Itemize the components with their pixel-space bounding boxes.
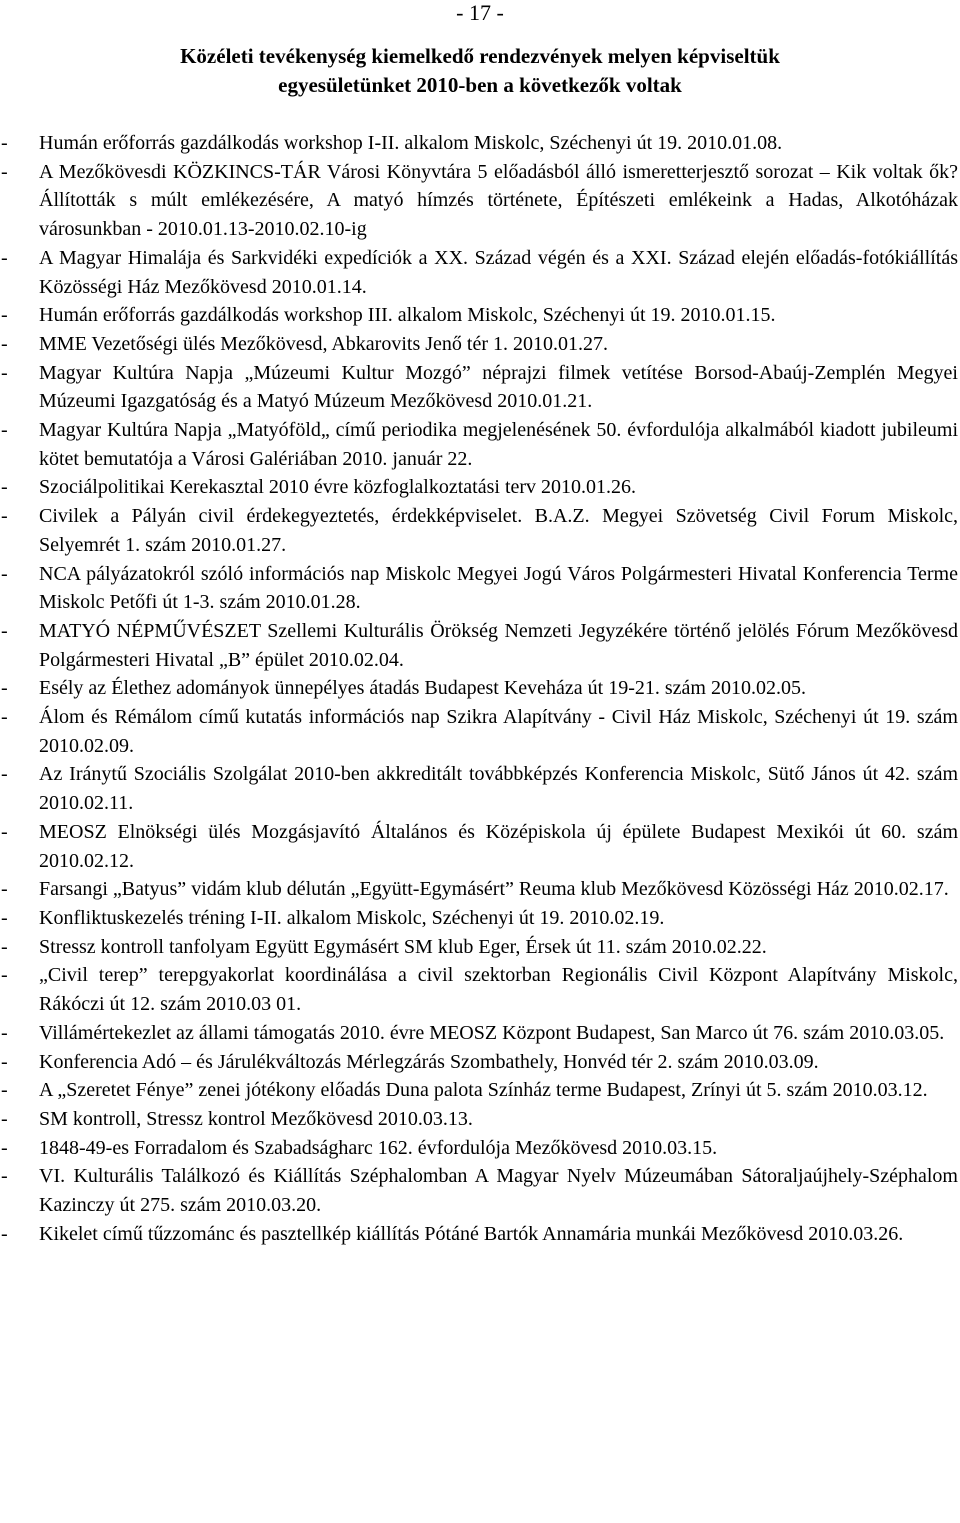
list-item: [0, 703, 958, 760]
list-item-text: Álom és Rémálom című kutatás információs nap Szikra Alapítvány - Civil Ház Miskolc, Széchenyi út 19. szám 2010.02.09.: [39, 706, 958, 757]
dash-bullet: -: [1, 1021, 8, 1044]
list-item: [0, 560, 958, 617]
page-number: - 17 -: [456, 0, 504, 25]
list-item: [0, 502, 958, 559]
dash-bullet: -: [1, 1079, 8, 1102]
dash-bullet: -: [1, 304, 8, 327]
list-item-text: Magyar Kultúra Napja „Múzeumi Kultur Mozgó” néprajzi filmek vetítése Borsod-Abaúj-Zemplén Megyei Múzeumi Igazgatóság és a Matyó Múzeum Mezőkövesd 2010.01.21.: [39, 361, 958, 413]
list-item: [0, 818, 958, 875]
list-item-text: A Magyar Himalája és Sarkvidéki expedíciók a XX. Század végén és a XXI. Század elején előadás-fotókiállítás Közösségi Ház Mezőkövesd 2010.01.14.: [39, 246, 958, 298]
event-list: [0, 129, 958, 1248]
list-item: [0, 674, 958, 703]
dash-bullet: -: [1, 246, 8, 269]
dash-bullet: -: [1, 562, 8, 585]
list-item: [0, 1134, 958, 1163]
list-item: [0, 244, 958, 301]
dash-bullet: -: [1, 906, 8, 929]
list-item: [0, 904, 958, 933]
list-item: [0, 301, 958, 330]
dash-bullet: -: [1, 964, 8, 987]
list-item-text: MEOSZ Elnökségi ülés Mozgásjavító Általános és Középiskola új épülete Budapest Mexikói út 60. szám 2010.02.12.: [39, 820, 958, 872]
list-item: [0, 416, 958, 473]
list-item: [0, 1048, 958, 1077]
list-item-text: A Mezőkövesdi KÖZKINCS-TÁR Városi Könyvtára 5 előadásból álló ismeretterjesztő sorozat – Kik voltak ők? Állították s múlt emlékezésére, A matyó hímzés története, Építészeti emlékeink a Hadas, Alkotóházak városunkban - 2010.01.13-2010.02.10-ig: [39, 160, 958, 241]
list-item: [0, 875, 958, 904]
list-item: [0, 760, 958, 817]
list-item-text: Humán erőforrás gazdálkodás workshop I-II. alkalom Miskolc, Széchenyi út 19. 2010.01.08.: [39, 132, 783, 154]
dash-bullet: -: [1, 1050, 8, 1073]
list-item-text: Az Iránytű Szociális Szolgálat 2010-ben akkreditált továbbképzés Konferencia Miskolc, Sütő János út 42. szám 2010.02.11.: [39, 763, 958, 815]
list-item-text: VI. Kulturális Találkozó és Kiállítás Széphalomban A Magyar Nyelv Múzeumában Sátoraljaújhely-Széphalom Kazinczy út 275. szám 2010.03.20.: [39, 1165, 958, 1217]
list-item: [0, 473, 958, 502]
dash-bullet: -: [1, 763, 8, 786]
dash-bullet: -: [1, 505, 8, 528]
dash-bullet: -: [1, 878, 8, 901]
list-item-text: A „Szeretet Fénye” zenei jótékony előadás Duna palota Színház terme Budapest, Zrínyi út 5. szám 2010.03.12.: [39, 1079, 928, 1102]
list-item: [0, 961, 958, 1018]
dash-bullet: -: [1, 1107, 8, 1130]
list-item-text: Esély az Élethez adományok ünnepélyes átadás Budapest Keveháza út 19-21. szám 2010.02.05.: [39, 677, 806, 700]
dash-bullet: -: [1, 677, 8, 700]
list-item: [0, 933, 958, 962]
list-item: [0, 330, 958, 359]
list-item-text: MATYÓ NÉPMŰVÉSZET Szellemi Kulturális Örökség Nemzeti Jegyzékére történő jelölés Fórum Mezőkövesd Polgármesteri Hivatal „B” épület 2010.02.04.: [39, 619, 958, 671]
dash-bullet: -: [1, 1136, 8, 1159]
dash-bullet: -: [1, 820, 8, 843]
list-item: [0, 1105, 958, 1134]
heading-line-1: Közéleti tevékenység kiemelkedő rendezvények melyen képviseltük: [180, 44, 780, 68]
dash-bullet: -: [1, 476, 8, 499]
dash-bullet: -: [1, 1222, 8, 1245]
list-item-text: Villámértekezlet az állami támogatás 2010. évre MEOSZ Központ Budapest, San Marco út 76. szám 2010.03.05.: [39, 1021, 945, 1044]
list-item: [0, 359, 958, 416]
list-item: [0, 129, 958, 158]
list-item-text: Stressz kontroll tanfolyam Együtt Egymásért SM klub Eger, Érsek út 11. szám 2010.02.22.: [39, 935, 767, 958]
dash-bullet: -: [1, 1165, 8, 1188]
list-item: [0, 158, 958, 244]
list-item-text: NCA pályázatokról szóló információs nap Miskolc Megyei Jogú Város Polgármesteri Hivatal Konferencia Terme Miskolc Petőfi út 1-3. szám 2010.01.28.: [39, 562, 958, 614]
list-item-text: MME Vezetőségi ülés Mezőkövesd, Abkarovits Jenő tér 1. 2010.01.27.: [39, 332, 608, 355]
list-item-text: Humán erőforrás gazdálkodás workshop III. alkalom Miskolc, Széchenyi út 19. 2010.01.15.: [39, 304, 776, 327]
dash-bullet: -: [1, 419, 8, 442]
list-item-text: 1848-49-es Forradalom és Szabadságharc 162. évfordulója Mezőkövesd 2010.03.15.: [39, 1136, 718, 1159]
list-item-text: SM kontroll, Stressz kontrol Mezőkövesd 2010.03.13.: [39, 1107, 473, 1130]
dash-bullet: -: [1, 160, 8, 183]
section-heading: [0, 42, 960, 100]
list-item-text: Farsangi „Batyus” vidám klub délután „Együtt-Egymásért” Reuma klub Mezőkövesd Közösségi Ház 2010.02.17.: [39, 878, 949, 901]
dash-bullet: -: [1, 619, 8, 642]
list-item-text: Konfliktuskezelés tréning I-II. alkalom Miskolc, Széchenyi út 19. 2010.02.19.: [39, 906, 665, 929]
list-item-text: Civilek a Pályán civil érdekegyeztetés, érdekképviselet. B.A.Z. Megyei Szövetség Civil Forum Miskolc, Selyemrét 1. szám 2010.01.27.: [39, 505, 958, 556]
list-item-text: Konferencia Adó – és Járulékváltozás Mérlegzárás Szombathely, Honvéd tér 2. szám 2010.03.09.: [39, 1050, 819, 1073]
dash-bullet: -: [1, 361, 8, 384]
dash-bullet: -: [1, 706, 8, 729]
list-item: [0, 1220, 958, 1249]
dash-bullet: -: [1, 332, 8, 355]
dash-bullet: -: [1, 132, 8, 154]
list-item: [0, 617, 958, 674]
list-item: [0, 1076, 958, 1105]
list-item-text: „Civil terep” terepgyakorlat koordinálása a civil szektorban Regionális Civil Központ Alapítvány Miskolc, Rákóczi út 12. szám 2010.03 01.: [39, 964, 958, 1016]
heading-line-2: egyesületünket 2010-ben a következők voltak: [278, 73, 682, 97]
list-item-text: Szociálpolitikai Kerekasztal 2010 évre közfoglalkoztatási terv 2010.01.26.: [39, 476, 637, 499]
list-item-text: Kikelet című tűzzománc és pasztellkép kiállítás Pótáné Bartók Annamária munkái Mezőkövesd 2010.03.26.: [39, 1222, 904, 1245]
list-item-text: Magyar Kultúra Napja „Matyóföld„ című periodika megjelenésének 50. évfordulója alkalmából kiadott jubileumi kötet bemutatója a Városi Galériában 2010. január 22.: [39, 419, 958, 470]
list-item: [0, 1162, 958, 1219]
dash-bullet: -: [1, 935, 8, 958]
list-item: [0, 1019, 958, 1048]
